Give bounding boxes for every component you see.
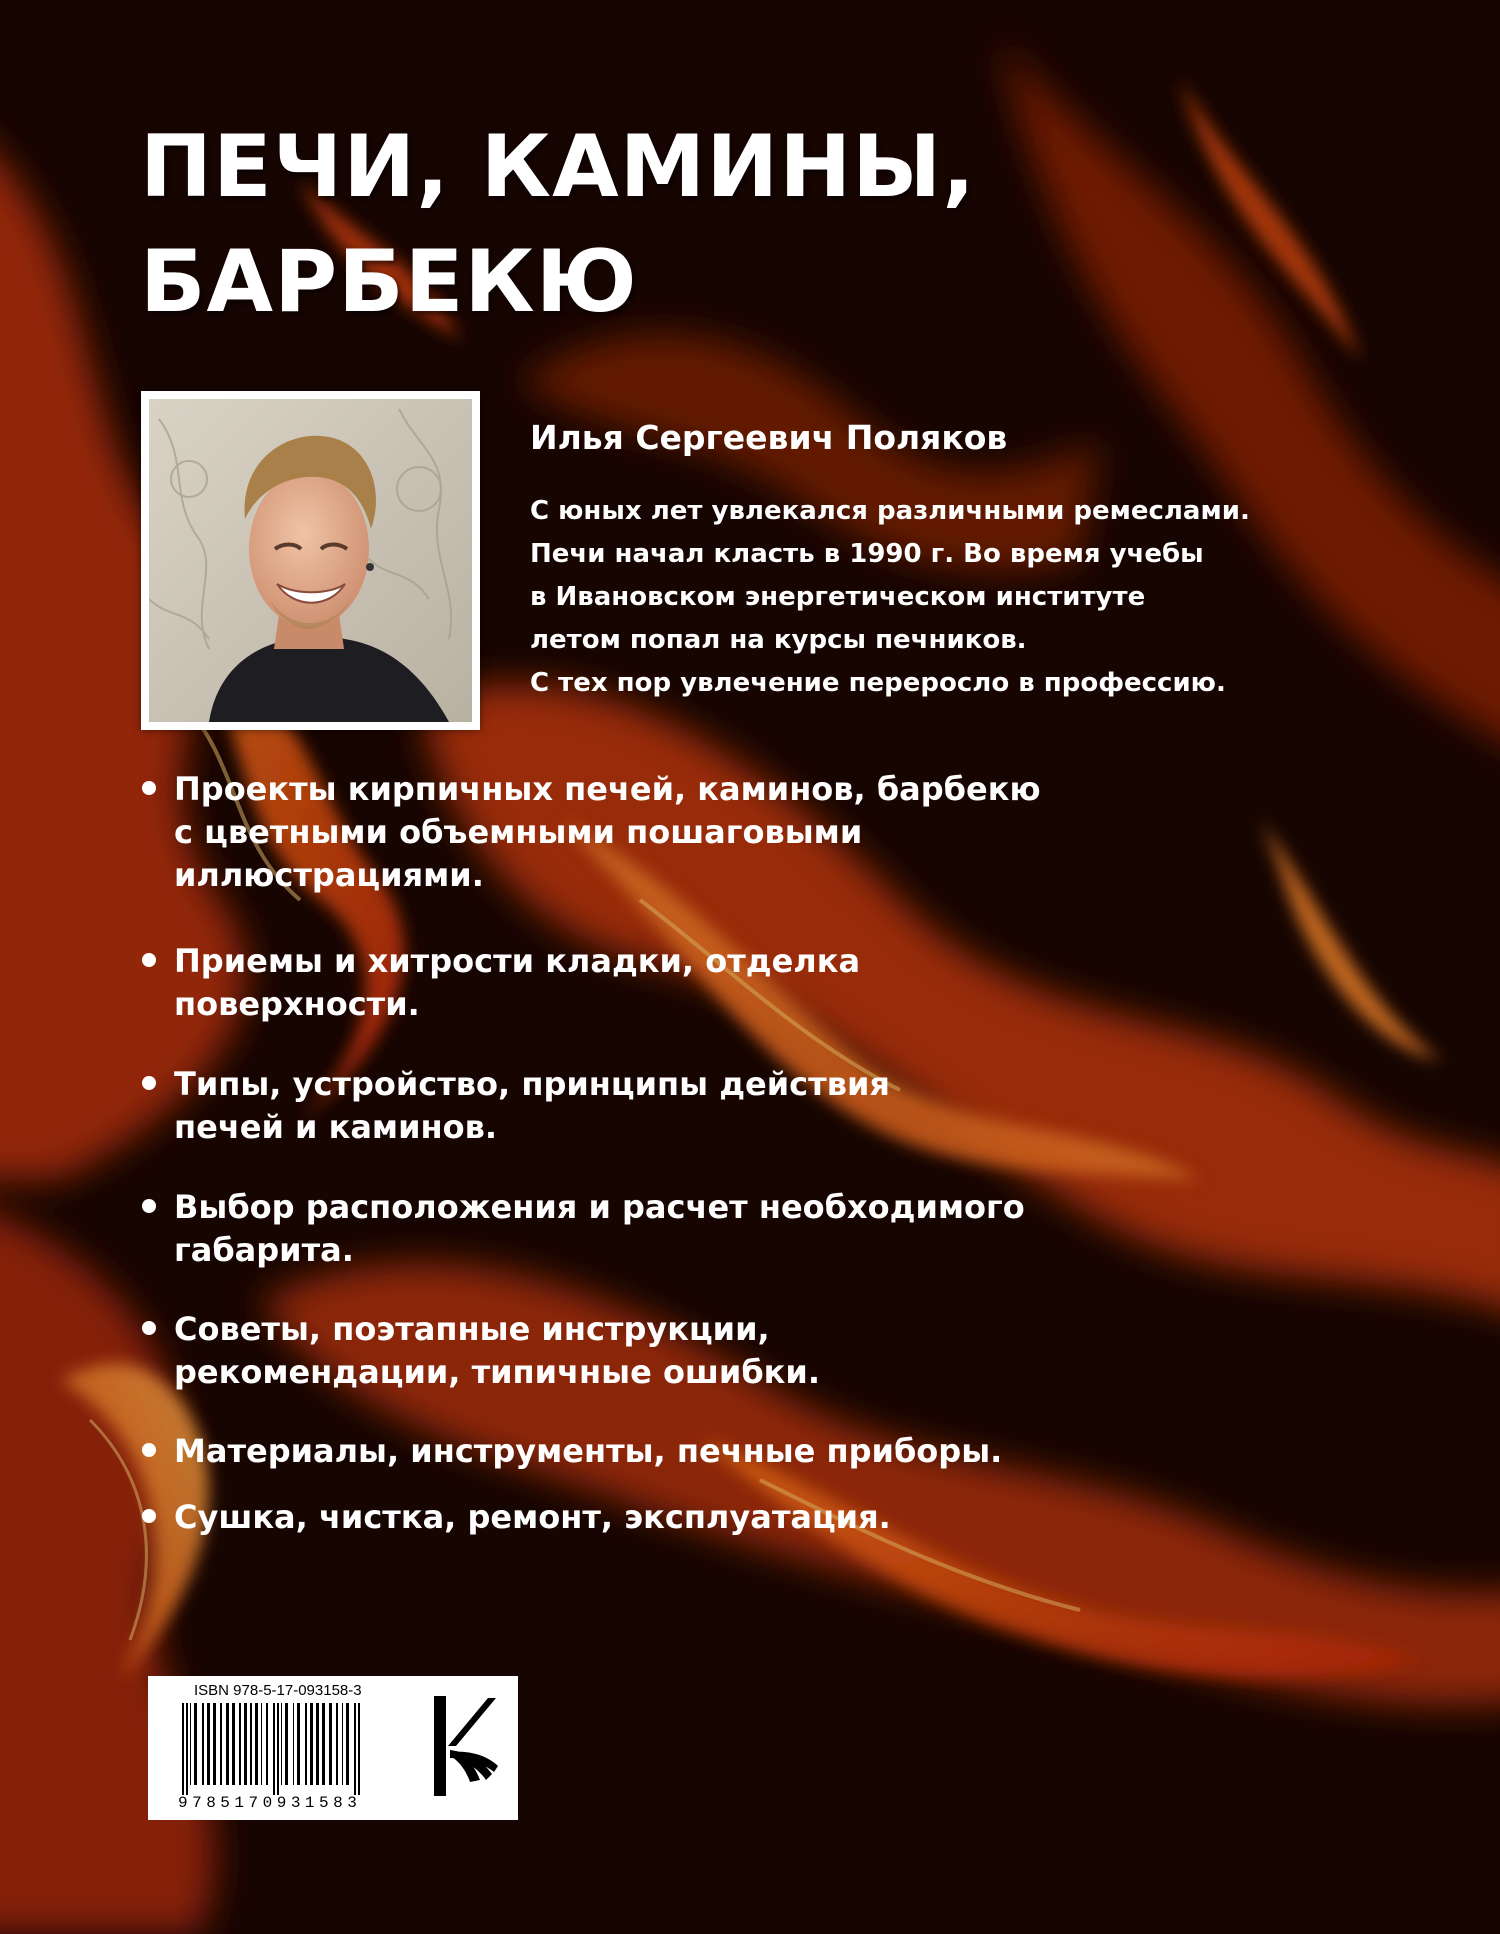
barcode-bar (255, 1703, 258, 1785)
barcode-bar (354, 1703, 356, 1795)
author-bio-line: С юных лет увлекался различными ремеслами. (530, 496, 1250, 526)
barcode-bar (293, 1703, 294, 1785)
barcode-bar (232, 1703, 235, 1785)
feature-line: поверхности. (174, 985, 420, 1023)
feature-line: Материалы, инструменты, печные приборы. (174, 1432, 1003, 1470)
author-bio-line: С тех пор увлечение переросло в профессию. (530, 668, 1226, 698)
barcode-number: 9785170931583 (178, 1794, 362, 1812)
barcode-bar (220, 1703, 222, 1785)
feature-line: Приемы и хитрости кладки, отделка (174, 942, 861, 980)
author-bio-line: в Ивановском энергетическом институте (530, 582, 1146, 612)
barcode-bar (329, 1703, 332, 1785)
barcode-bar (277, 1703, 279, 1795)
feature-line: иллюстрациями. (174, 856, 484, 894)
feature-line: рекомендации, типичные ошибки. (174, 1353, 820, 1391)
barcode-bar (316, 1703, 319, 1785)
barcode-bar (261, 1703, 262, 1785)
feature-line: габарита. (174, 1231, 354, 1269)
barcode-bar (190, 1703, 191, 1785)
barcode-bar (186, 1703, 188, 1795)
barcode-bar (358, 1703, 360, 1795)
feature-line: печей и каминов. (174, 1108, 497, 1146)
barcode-bar (281, 1703, 282, 1785)
barcode-bar (244, 1703, 247, 1785)
barcode-bars (180, 1703, 420, 1795)
barcode-bar (346, 1703, 349, 1785)
author-bio-line: Печи начал класть в 1990 г. Во время учебы (530, 539, 1204, 569)
barcode-bar (305, 1703, 307, 1785)
barcode-bar (207, 1703, 210, 1785)
book-title-line-1: ПЕЧИ, КАМИНЫ, (140, 117, 976, 217)
barcode-bar (266, 1703, 268, 1785)
barcode-bar (194, 1703, 197, 1785)
barcode-bar (310, 1703, 313, 1785)
author-portrait (149, 399, 472, 722)
isbn-label: ISBN 978-5-17-093158-3 (194, 1682, 362, 1699)
feature-line: Проекты кирпичных печей, каминов, барбекю (174, 770, 1041, 808)
barcode-bar (213, 1703, 216, 1785)
feature-line: Выбор расположения и расчет необходимого (174, 1188, 1025, 1226)
author-name: Илья Сергеевич Поляков (530, 418, 1008, 457)
barcode-bar (336, 1703, 338, 1785)
author-bio-line: летом попал на курсы печников. (530, 625, 1027, 655)
author-photo (141, 391, 480, 730)
book-k-logo-icon (430, 1690, 500, 1802)
barcode-bar (182, 1703, 184, 1795)
barcode-bar (250, 1703, 252, 1785)
barcode-bar (273, 1703, 275, 1795)
feature-line: с цветными объемными пошаговыми (174, 813, 863, 851)
book-title-line-2: БАРБЕКЮ (140, 232, 638, 332)
barcode-bar (342, 1703, 343, 1785)
barcode-bar (297, 1703, 300, 1785)
barcode-bar (226, 1703, 229, 1785)
book-title (140, 110, 976, 340)
author-bio (530, 490, 1330, 705)
barcode-bar (322, 1703, 325, 1785)
barcode-bar (285, 1703, 288, 1785)
feature-line: Советы, поэтапные инструкции, (174, 1310, 770, 1348)
feature-line: Сушка, чистка, ремонт, эксплуатация. (174, 1498, 891, 1536)
barcode-block (148, 1676, 518, 1820)
barcode-bar (239, 1703, 241, 1785)
feature-line: Типы, устройство, принципы действия (174, 1065, 890, 1103)
barcode-bar (202, 1703, 204, 1785)
